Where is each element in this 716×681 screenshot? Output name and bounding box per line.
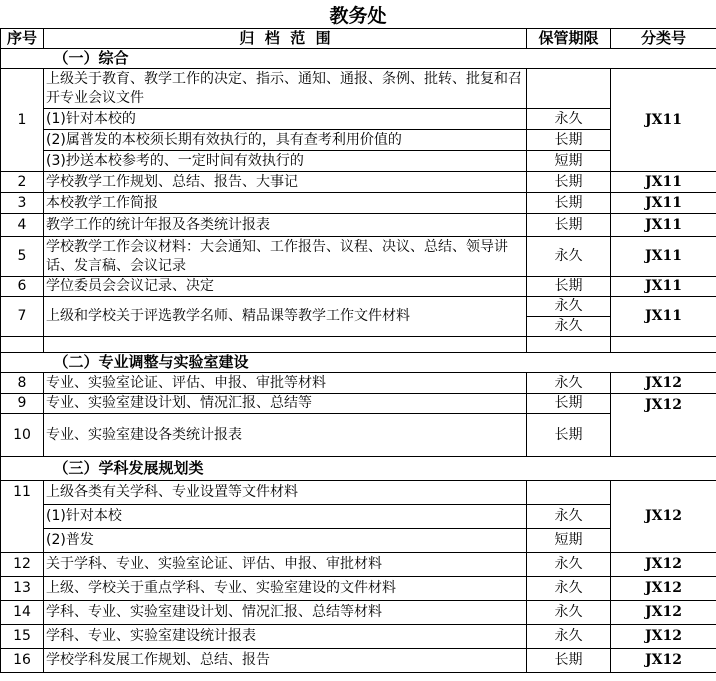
table-subrow	[1, 529, 716, 553]
row-code: JX12	[611, 577, 716, 601]
row-number: 5	[1, 237, 44, 277]
header-scope: 归 档 范 围	[44, 29, 527, 49]
table-row	[1, 481, 716, 505]
row-number: 10	[1, 414, 44, 457]
row-retention: 永久	[527, 625, 611, 649]
header-no: 序号	[1, 29, 44, 49]
header-code: 分类号	[611, 29, 716, 49]
section-title: （二）专业调整与实验室建设	[44, 353, 716, 373]
table-subrow	[1, 130, 716, 151]
row-scope: (1)针对本校的	[44, 109, 527, 130]
row-number: 12	[1, 553, 44, 577]
table-row	[1, 649, 716, 673]
table-row	[1, 414, 716, 457]
table-row	[1, 373, 716, 394]
row-scope: (1)针对本校	[44, 505, 527, 529]
row-scope: 学校教学工作会议材料：大会通知、工作报告、议程、决议、总结、领导讲话、发言稿、会议记录	[44, 237, 527, 277]
row-scope: 上级、学校关于重点学科、专业、实验室建设的文件材料	[44, 577, 527, 601]
row-retention: 短期	[527, 529, 611, 553]
row-number: 3	[1, 193, 44, 214]
row-retention: 永久	[527, 553, 611, 577]
row-scope: 关于学科、专业、实验室论证、评估、申报、审批材料	[44, 553, 527, 577]
row-retention: 永久	[527, 373, 611, 394]
row-code: JX11	[611, 214, 716, 237]
section-title: （一）综合	[44, 49, 716, 69]
row-scope: 学科、专业、实验室建设计划、情况汇报、总结等材料	[44, 601, 527, 625]
row-number: 4	[1, 214, 44, 237]
row-scope: 上级关于教育、教学工作的决定、指示、通知、通报、条例、批转、批复和召开专业会议文件	[44, 69, 527, 109]
table-row	[1, 625, 716, 649]
row-code: JX12	[611, 373, 716, 394]
row-scope: 学校教学工作规划、总结、报告、大事记	[44, 172, 527, 193]
row-scope: 学校学科发展工作规划、总结、报告	[44, 649, 527, 673]
header-row	[1, 29, 716, 49]
section-row	[1, 457, 716, 481]
section-row	[1, 353, 716, 373]
row-scope: 专业、实验室建设计划、情况汇报、总结等	[44, 394, 527, 414]
row-retention: 永久	[527, 505, 611, 529]
table-row	[1, 577, 716, 601]
row-code: JX12	[611, 481, 716, 553]
row-number: 1	[1, 69, 44, 172]
row-number: 8	[1, 373, 44, 394]
table-row	[1, 172, 716, 193]
table-row	[1, 394, 716, 414]
row-code: JX12	[611, 394, 716, 457]
row-code: JX11	[611, 69, 716, 172]
row-retention: 永久	[527, 577, 611, 601]
row-retention: 长期	[527, 130, 611, 151]
row-number: 7	[1, 297, 44, 337]
row-retention: 永久	[527, 109, 611, 130]
section-row	[1, 49, 716, 69]
table-row	[1, 237, 716, 277]
section-title: （三）学科发展规划类	[44, 457, 716, 481]
row-retention: 长期	[527, 193, 611, 214]
row-code: JX11	[611, 237, 716, 277]
row-number: 15	[1, 625, 44, 649]
row-retention: 永久	[527, 297, 611, 317]
row-code: JX11	[611, 277, 716, 297]
row-number: 9	[1, 394, 44, 414]
archive-table	[0, 28, 716, 673]
row-retention: 永久	[527, 317, 611, 337]
row-retention: 短期	[527, 151, 611, 172]
row-number: 16	[1, 649, 44, 673]
table-subrow	[1, 109, 716, 130]
row-retention: 永久	[527, 237, 611, 277]
row-code: JX12	[611, 625, 716, 649]
table-row	[1, 297, 716, 317]
row-retention: 长期	[527, 172, 611, 193]
row-retention: 长期	[527, 394, 611, 414]
row-scope: 学位委员会会议记录、决定	[44, 277, 527, 297]
header-retention: 保管期限	[527, 29, 611, 49]
row-code: JX12	[611, 649, 716, 673]
row-scope: (2)属普发的本校须长期有效执行的，具有查考利用价值的	[44, 130, 527, 151]
row-scope: 本校教学工作简报	[44, 193, 527, 214]
table-row	[1, 69, 716, 109]
blank-row	[1, 337, 716, 353]
page-title: 教务处	[329, 5, 387, 27]
row-code: JX12	[611, 601, 716, 625]
row-number: 14	[1, 601, 44, 625]
row-code: JX11	[611, 297, 716, 337]
row-scope: 上级和学校关于评选教学名师、精品课等教学工作文件材料	[44, 297, 527, 337]
row-code: JX11	[611, 172, 716, 193]
row-scope: 教学工作的统计年报及各类统计报表	[44, 214, 527, 237]
table-row	[1, 277, 716, 297]
row-code: JX12	[611, 553, 716, 577]
table-row	[1, 193, 716, 214]
row-scope: (3)抄送本校参考的、一定时间有效执行的	[44, 151, 527, 172]
row-number: 11	[1, 481, 44, 553]
table-subrow	[1, 505, 716, 529]
row-scope: 专业、实验室建设各类统计报表	[44, 414, 527, 457]
row-number: 6	[1, 277, 44, 297]
row-scope: (2)普发	[44, 529, 527, 553]
row-number: 2	[1, 172, 44, 193]
table-row	[1, 601, 716, 625]
row-retention: 永久	[527, 601, 611, 625]
table-row	[1, 214, 716, 237]
row-scope: 专业、实验室论证、评估、申报、审批等材料	[44, 373, 527, 394]
table-row	[1, 553, 716, 577]
row-scope: 学科、专业、实验室建设统计报表	[44, 625, 527, 649]
row-retention: 长期	[527, 414, 611, 457]
table-subrow	[1, 151, 716, 172]
row-number: 13	[1, 577, 44, 601]
row-retention: 长期	[527, 277, 611, 297]
row-code: JX11	[611, 193, 716, 214]
row-scope: 上级各类有关学科、专业设置等文件材料	[44, 481, 527, 505]
row-retention: 长期	[527, 214, 611, 237]
row-retention: 长期	[527, 649, 611, 673]
